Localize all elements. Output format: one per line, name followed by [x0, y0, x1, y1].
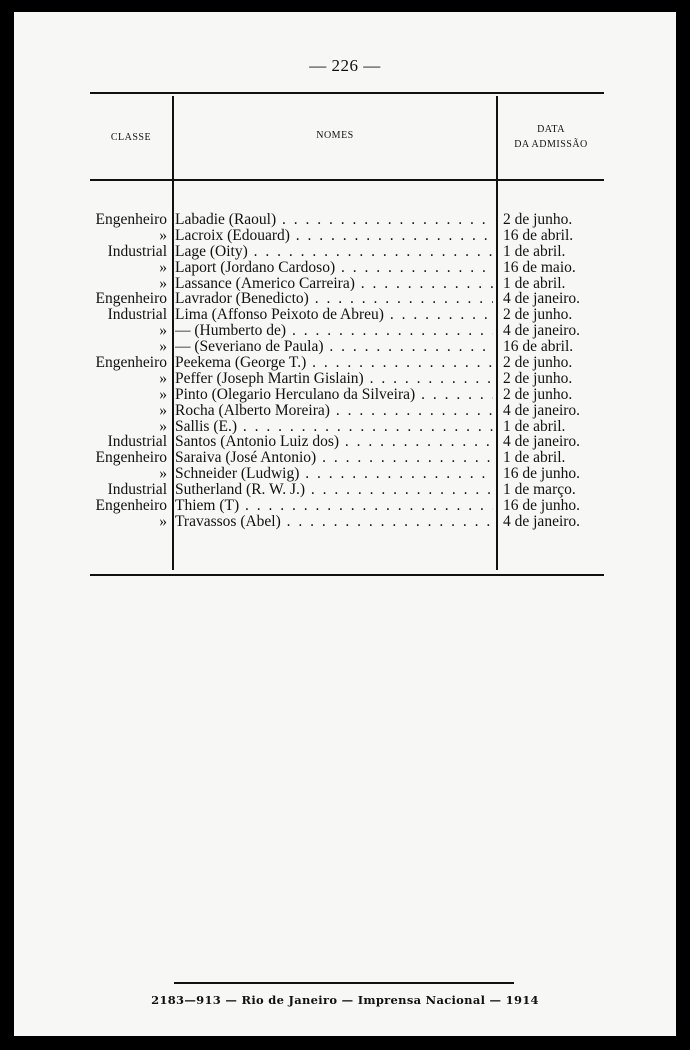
table-row [14, 403, 676, 419]
classe-cell: » [159, 274, 167, 292]
classe-cell: Industrial [107, 306, 167, 324]
nome-cell: Sutherland (R. W. J.) . . . [175, 482, 493, 498]
header-nomes: NOMES [316, 130, 354, 141]
classe-cell: » [159, 338, 167, 356]
classe-cell: Industrial [107, 481, 167, 499]
nome-cell: — (Severiano de Paula) . . . [175, 339, 493, 355]
table-row [14, 307, 676, 323]
nome-cell: Laport (Jordano Cardoso) . . . [175, 260, 493, 276]
table-row [14, 260, 676, 276]
classe-cell: Engenheiro [95, 449, 167, 467]
classe-cell: » [159, 417, 167, 435]
table-row [14, 244, 676, 260]
classe-cell: Engenheiro [95, 354, 167, 372]
table-row [14, 482, 676, 498]
data-admissao-cell: 2 de junho. [503, 385, 573, 403]
table-row [14, 355, 676, 371]
table-row [14, 514, 676, 530]
classe-cell: Engenheiro [95, 290, 167, 308]
nome-cell: Lage (Oity) . . . [175, 244, 493, 260]
nome-cell: Santos (Antonio Luiz dos) . . . [175, 434, 493, 450]
classe-cell: » [159, 512, 167, 530]
table-row [14, 434, 676, 450]
nome-cell: Saraiva (José Antonio) . . . [175, 450, 493, 466]
classe-cell: » [159, 465, 167, 483]
data-admissao-cell: 1 de março. [503, 481, 576, 499]
classe-cell: » [159, 226, 167, 244]
table-row [14, 291, 676, 307]
table-top-rule [90, 92, 604, 94]
data-admissao-cell: 1 de abril. [503, 417, 566, 435]
table-row [14, 371, 676, 387]
nome-cell: Rocha (Alberto Moreira) . . . [175, 403, 493, 419]
table-row [14, 466, 676, 482]
classe-cell: Industrial [107, 242, 167, 260]
data-admissao-cell: 1 de abril. [503, 449, 566, 467]
data-admissao-cell: 4 de janeiro. [503, 433, 581, 451]
header-bottom-rule [90, 179, 604, 181]
nome-cell: Lacroix (Edouard) . . . [175, 228, 493, 244]
data-admissao-cell: 16 de abril. [503, 338, 574, 356]
classe-cell: » [159, 258, 167, 276]
data-admissao-cell: 4 de janeiro. [503, 512, 581, 530]
nome-cell: Peekema (George T.) . . . [175, 355, 493, 371]
footer-rule [174, 982, 514, 984]
classe-cell: » [159, 322, 167, 340]
classe-cell: Engenheiro [95, 211, 167, 228]
classe-cell: » [159, 401, 167, 419]
data-admissao-cell: 2 de junho. [503, 306, 573, 324]
nome-cell: Peffer (Joseph Martin Gislain) . . . [175, 371, 493, 387]
data-admissao-cell: 1 de abril. [503, 242, 566, 260]
imprint-footer: 2183—913 — Rio de Janeiro — Imprensa Nacional — 1914 [151, 993, 539, 1007]
nome-cell: — (Humberto de) . . . [175, 323, 493, 339]
data-admissao-cell: 4 de janeiro. [503, 322, 581, 340]
data-admissao-cell: 1 de abril. [503, 274, 566, 292]
nome-cell: Lima (Affonso Peixoto de Abreu) . . . [175, 307, 493, 323]
data-admissao-cell: 4 de janeiro. [503, 290, 581, 308]
data-admissao-cell: 4 de janeiro. [503, 401, 581, 419]
header-classe: CLASSE [110, 132, 152, 143]
table-row [14, 387, 676, 403]
data-admissao-cell: 2 de junho. [503, 369, 573, 387]
data-admissao-cell: 16 de junho. [503, 497, 581, 515]
classe-cell: Industrial [107, 433, 167, 451]
table-row [14, 276, 676, 292]
header-data-line2: DA ADMISSÃO [514, 139, 588, 150]
nome-cell: Labadie (Raoul) . . . [175, 212, 493, 228]
data-admissao-cell: 16 de junho. [503, 465, 581, 483]
data-admissao-cell: 2 de junho. [503, 354, 573, 372]
nome-cell: Pinto (Olegario Herculano da Silveira) . . . [175, 387, 493, 403]
header-data [498, 122, 604, 152]
table-row [14, 228, 676, 244]
table-row [14, 498, 676, 514]
data-admissao-cell: 2 de junho. [503, 211, 573, 228]
data-admissao-cell: 16 de abril. [503, 226, 574, 244]
table-row [14, 450, 676, 466]
table-row [14, 419, 676, 435]
nome-cell: Travassos (Abel) . . . [175, 514, 493, 530]
table-row [14, 212, 676, 228]
classe-cell: Engenheiro [95, 497, 167, 515]
nome-cell: Lavrador (Benedicto) . . . [175, 291, 493, 307]
table-bottom-rule [90, 574, 604, 576]
data-admissao-cell: 16 de maio. [503, 258, 576, 276]
document-page [14, 12, 676, 1036]
header-data-line1: DATA [537, 124, 565, 135]
nome-cell: Lassance (Americo Carreira) . . . [175, 276, 493, 292]
page-number: — 226 — [309, 56, 381, 75]
classe-cell: » [159, 369, 167, 387]
nome-cell: Thiem (T) . . . [175, 498, 493, 514]
nome-cell: Sallis (E.) . . . [175, 419, 493, 435]
classe-cell: » [159, 385, 167, 403]
table-row [14, 339, 676, 355]
table-body [14, 212, 676, 530]
nome-cell: Schneider (Ludwig) . . . [175, 466, 493, 482]
table-row [14, 323, 676, 339]
